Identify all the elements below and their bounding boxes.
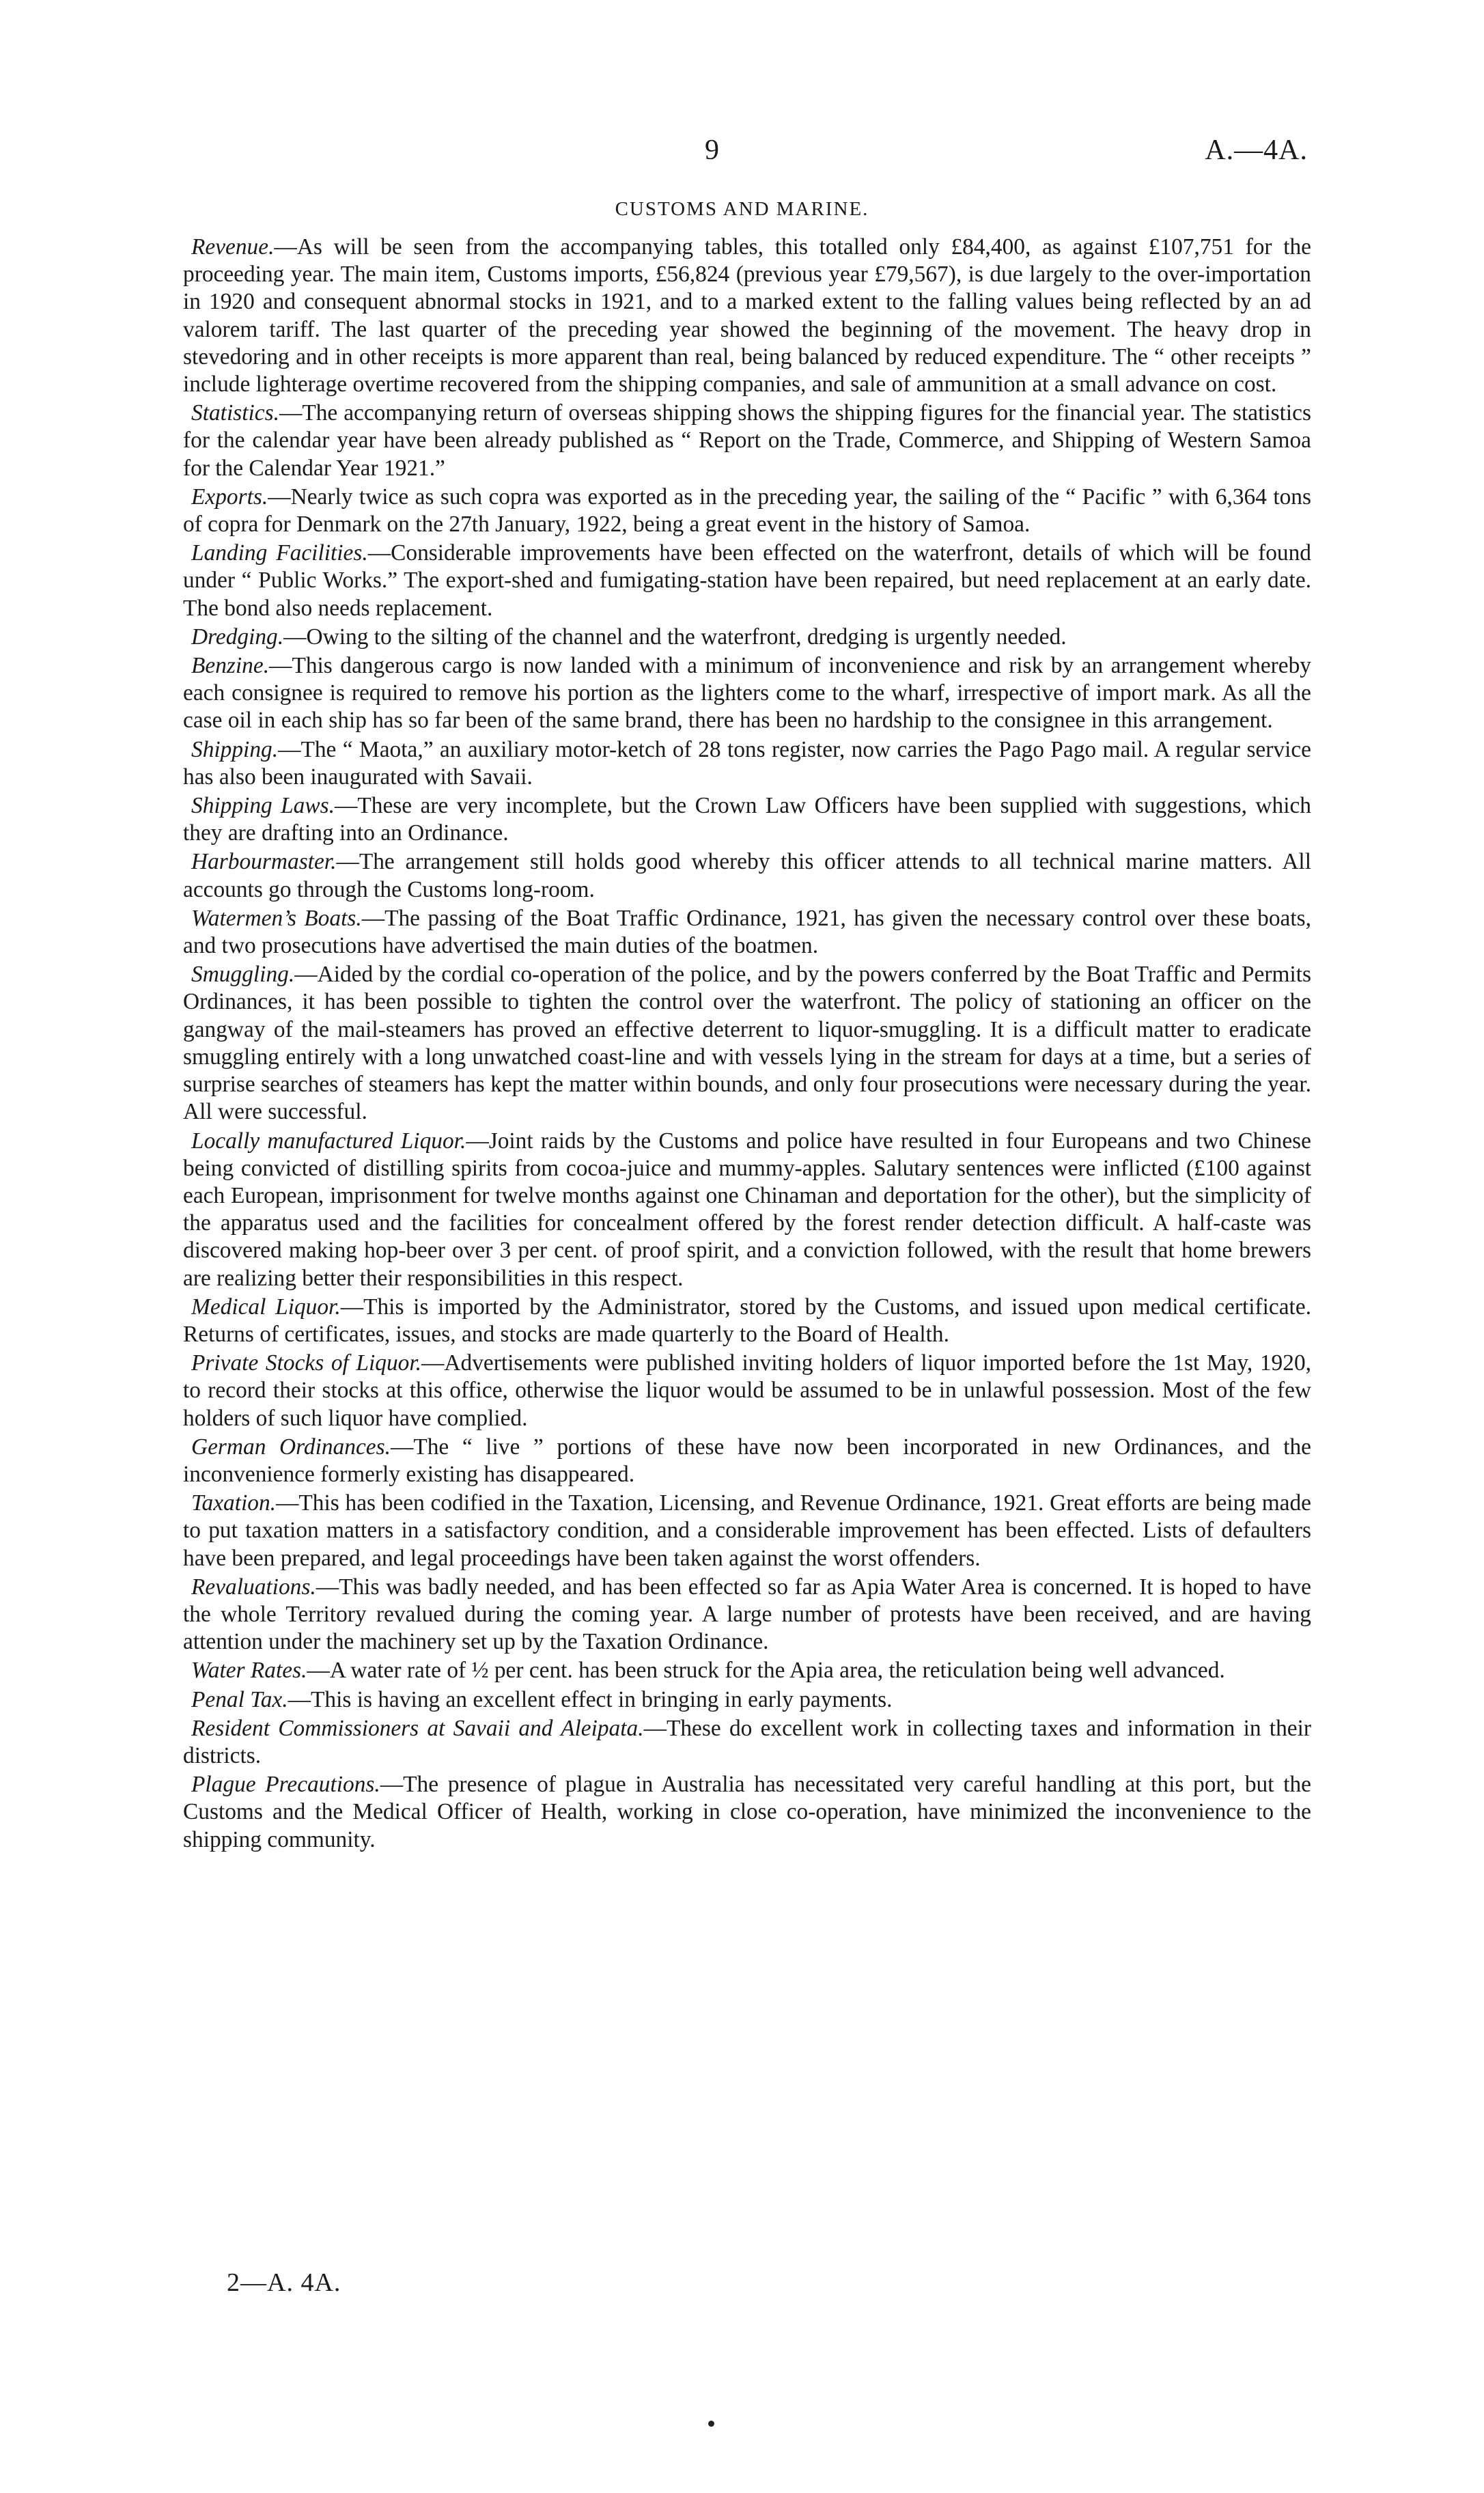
paragraph-dredging: Dredging.—Owing to the silting of the channel and the waterfront, dredging is urgently needed. bbox=[191, 624, 1067, 650]
paragraph-text: Aided by the cordial co-operation of the police, and by the powers conferred by the Boat Traffic and Permits Ordinances, it has been possible to tighten the control over the waterfront. The policy of stationing an officer on the gangway of the mail-steamers has proved an effective deterrent to liquor-smuggling. It is a difficult matter to eradicate smuggling entirely with a long unwatched coast-line and with vessels lying in the stream for days at a time, but a series of surprise searches of steamers has kept the matter within bounds, and only four prosecutions were necessary during the year. All were successful. bbox=[183, 962, 1311, 1125]
paragraph-text: This dangerous cargo is now landed with a minimum of inconvenience and risk by an arrangement whereby each consignee is required to remove his portion as the lighters come to the wharf, irrespective of import mark. As all the case oil in each ship has so far been of the same brand, there has been no hardship to the consignee in this arrangement. bbox=[183, 653, 1311, 734]
paragraph-benzine: Benzine.—This dangerous cargo is now landed with a minimum of inconvenience and risk by an arrangement whereby each consignee is required to remove his portion as the lighters come to the wharf, irrespective of import mark. As all the case oil in each ship has so far been of the same brand, there has been no hardship to the consignee in this arrangement. bbox=[183, 653, 1311, 734]
paragraph-heading: Smuggling. bbox=[191, 962, 295, 988]
page-number: 9 bbox=[705, 135, 719, 166]
paragraph-text: Considerable improvements have been effected on the waterfront, details of which will be found under “ Public Works.” The export-shed and fumigating-station have been repaired, but need replacement at an early date. The bond also needs replacement. bbox=[183, 540, 1311, 621]
paragraph-text: Joint raids by the Customs and police have resulted in four Europeans and two Chinese being convicted of distilling spirits from cocoa-juice and mummy-apples. Salutary sentences were inflicted (£100 against each European, imprisonment for twelve months against one Chinaman and deportation for the other), but the simplicity of the apparatus used and the facilities for concealment offered by the forest render detection difficult. A half-caste was discovered making hop-beer over 3 per cent. of proof spirit, and a conviction followed, with the result that home brewers are realizing better their responsibilities in this respect. bbox=[183, 1128, 1311, 1291]
paragraph-locally-manufactured-liquor: Locally manufactured Liquor.—Joint raids by the Customs and police have resulted in four Europeans and two Chinese being convicted of distilling spirits from cocoa-juice and mummy-apples. Salutary sentences were inflicted (£100 against each European, imprisonment for twelve months against one Chinaman and deportation for the other), but the simplicity of the apparatus used and the facilities for concealment offered by the forest render detection difficult. A half-caste was discovered making hop-beer over 3 per cent. of proof spirit, and a conviction followed, with the result that home brewers are realizing better their responsibilities in this respect. bbox=[183, 1128, 1311, 1291]
paragraph-text: This is having an excellent effect in bringing in early payments. bbox=[311, 1686, 893, 1712]
paragraph-resident-commissioners: Resident Commissioners at Savaii and Aleipata.—These do excellent work in collecting taxes and information in their districts. bbox=[183, 1715, 1311, 1768]
paragraph-text: A water rate of ½ per cent. has been struck for the Apia area, the reticulation being well advanced. bbox=[329, 1658, 1225, 1684]
paragraph-german-ordinances: German Ordinances.—The “ live ” portions of these have now been incorporated in new Ordinances, and the inconvenience formerly existing has disappeared. bbox=[183, 1434, 1311, 1487]
paragraph-text: This has been codified in the Taxation, Licensing, and Revenue Ordinance, 1921. Great efforts are being made to put taxation matters in a satisfactory condition, and a considerable improvement has been effected. Lists of defaulters have been prepared, and legal proceedings have been taken against the worst offenders. bbox=[183, 1490, 1311, 1571]
signature-reference: 2—A. 4A. bbox=[227, 2268, 341, 2297]
paragraph-text: Owing to the silting of the channel and the waterfront, dredging is urgently needed. bbox=[306, 624, 1067, 650]
paragraph-heading: Exports. bbox=[191, 484, 268, 510]
paragraph-private-stocks: Private Stocks of Liquor.—Advertisements were published inviting holders of liquor imported before the 1st May, 1920, to record their stocks at this office, otherwise the liquor would be assumed to be in unlawful possession. Most of the few holders of such liquor have complied. bbox=[183, 1350, 1311, 1431]
paragraph-heading: Revenue. bbox=[191, 234, 275, 260]
paragraph-penal-tax: Penal Tax.—This is having an excellent effect in bringing in early payments. bbox=[191, 1686, 893, 1712]
paragraph-heading: Landing Facilities. bbox=[191, 540, 368, 566]
paragraph-heading: Harbourmaster. bbox=[191, 849, 337, 875]
paragraph-heading: German Ordinances. bbox=[191, 1434, 391, 1460]
paragraph-heading: Revaluations. bbox=[191, 1574, 316, 1600]
paragraph-revenue: Revenue.—As will be seen from the accompanying tables, this totalled only £84,400, as against £107,751 for the proceeding year. The main item, Customs imports, £56,824 (previous year £79,567), is due largely to the over-importation in 1920 and consequent abnormal stocks in 1921, and to a marked extent to the falling values being reflected by an ad valorem tariff. The last quarter of the preceding year showed the beginning of the movement. The heavy drop in stevedoring and in other receipts is more apparent than real, being balanced by reduced expenditure. The “ other receipts ” include lighterage overtime recovered from the shipping companies, and sale of ammunition at a small advance on cost. bbox=[183, 234, 1311, 398]
paragraph-smuggling: Smuggling.—Aided by the cordial co-operation of the police, and by the powers conferred by the Boat Traffic and Permits Ordinances, it has been possible to tighten the control over the waterfront. The policy of stationing an officer on the gangway of the mail-steamers has proved an effective deterrent to liquor-smuggling. It is a difficult matter to eradicate smuggling entirely with a long unwatched coast-line and with vessels lying in the stream for days at a time, but a series of surprise searches of steamers has kept the matter within bounds, and only four prosecutions were necessary during the year. All were successful. bbox=[183, 962, 1311, 1125]
body-text bbox=[183, 234, 1311, 1855]
paragraph-heading: Benzine. bbox=[191, 653, 270, 679]
paragraph-heading: Statistics. bbox=[191, 400, 279, 426]
paragraph-heading: Watermen’s Boats. bbox=[191, 905, 362, 931]
printer-dot-mark bbox=[708, 2421, 714, 2427]
paragraph-text: This is imported by the Administrator, stored by the Customs, and issued upon medical certificate. Returns of certificates, issues, and stocks are made quarterly to the Board of Health. bbox=[183, 1294, 1312, 1347]
page-header bbox=[0, 134, 1484, 175]
paragraph-landing-facilities: Landing Facilities.—Considerable improvements have been effected on the waterfront, details of which will be found under “ Public Works.” The export-shed and fumigating-station have been repaired, but need replacement at an early date. The bond also needs replacement. bbox=[183, 540, 1311, 621]
section-title: CUSTOMS AND MARINE. bbox=[615, 198, 869, 220]
paragraph-text: Nearly twice as such copra was exported as in the preceding year, the sailing of the “ Pacific ” with 6,364 tons of copra for Denmark on the 27th January, 1922, being a great event in the history of Samoa. bbox=[183, 484, 1311, 538]
paragraph-exports: Exports.—Nearly twice as such copra was exported as in the preceding year, the sailing of the “ Pacific ” with 6,364 tons of copra for Denmark on the 27th January, 1922, being a great event in the history of Samoa. bbox=[183, 484, 1311, 538]
paragraph-heading: Dredging. bbox=[191, 624, 284, 650]
paragraph-text: The “ Maota,” an auxiliary motor-ketch of 28 tons register, now carries the Pago Pago mail. A regular service has also been inaugurated with Savaii. bbox=[183, 736, 1311, 790]
paragraph-harbourmaster: Harbourmaster.—The arrangement still holds good whereby this officer attends to all technical marine matters. All accounts go through the Customs long-room. bbox=[183, 849, 1311, 902]
paragraph-statistics: Statistics.—The accompanying return of overseas shipping shows the shipping figures for the financial year. The statistics for the calendar year have been already published as “ Report on the Trade, Commerce, and Shipping of Western Samoa for the Calendar Year 1921.” bbox=[183, 400, 1311, 481]
paragraph-water-rates: Water Rates.—A water rate of ½ per cent. has been struck for the Apia area, the reticulation being well advanced. bbox=[191, 1658, 1225, 1684]
paragraph-heading: Penal Tax. bbox=[191, 1686, 288, 1712]
paragraph-heading: Resident Commissioners at Savaii and Aleipata. bbox=[191, 1715, 644, 1741]
paragraph-text: The accompanying return of overseas shipping shows the shipping figures for the financial year. The statistics for the calendar year have been already published as “ Report on the Trade, Commerce, and Shipping of Western Samoa for the Calendar Year 1921.” bbox=[183, 400, 1311, 481]
paragraph-plague-precautions: Plague Precautions.—The presence of plague in Australia has necessitated very careful handling at this port, but the Customs and the Medical Officer of Health, working in close co-operation, have minimized the inconvenience to the shipping community. bbox=[183, 1772, 1311, 1852]
paragraph-heading: Shipping Laws. bbox=[191, 793, 335, 819]
paragraph-text: As will be seen from the accompanying tables, this totalled only £84,400, as against £107,751 for the proceeding year. The main item, Customs imports, £56,824 (previous year £79,567), is due largely to the over-importation in 1920 and consequent abnormal stocks in 1921, and to a marked extent to the falling values being reflected by an ad valorem tariff. The last quarter of the preceding year showed the beginning of the movement. The heavy drop in stevedoring and in other receipts is more apparent than real, being balanced by reduced expenditure. The “ other receipts ” include lighterage overtime recovered from the shipping companies, and sale of ammunition at a small advance on cost. bbox=[183, 234, 1311, 398]
paragraph-heading: Plague Precautions. bbox=[191, 1772, 380, 1798]
paragraph-text: Advertisements were published inviting holders of liquor imported before the 1st May, 1920, to record their stocks at this office, otherwise the liquor would be assumed to be in unlawful possession. Most of the few holders of such liquor have complied. bbox=[183, 1350, 1311, 1431]
paragraph-text: These do excellent work in collecting taxes and information in their districts. bbox=[183, 1715, 1311, 1768]
paragraph-text: The presence of plague in Australia has necessitated very careful handling at this port, but the Customs and the Medical Officer of Health, working in close co-operation, have minimized the inconvenience to the shipping community. bbox=[183, 1772, 1311, 1852]
paragraph-heading: Medical Liquor. bbox=[191, 1294, 341, 1320]
paragraph-revaluations: Revaluations.—This was badly needed, and has been effected so far as Apia Water Area is concerned. It is hoped to have the whole Territory revalued during the coming year. A large number of protests have been received, and are having attention under the machinery set up by the Taxation Ordinance. bbox=[183, 1574, 1311, 1655]
document-reference: A.—4A. bbox=[1205, 135, 1308, 166]
paragraph-heading: Shipping. bbox=[191, 736, 279, 762]
paragraph-text: This was badly needed, and has been effected so far as Apia Water Area is concerned. It is hoped to have the whole Territory revalued during the coming year. A large number of protests have been received, and are having attention under the machinery set up by the Taxation Ordinance. bbox=[183, 1574, 1311, 1655]
paragraph-heading: Taxation. bbox=[191, 1490, 277, 1516]
paragraph-text: These are very incomplete, but the Crown Law Officers have been supplied with suggestions, which they are drafting into an Ordinance. bbox=[183, 793, 1311, 846]
paragraph-shipping-laws: Shipping Laws.—These are very incomplete, but the Crown Law Officers have been supplied with suggestions, which they are drafting into an Ordinance. bbox=[183, 793, 1311, 846]
paragraph-text: The passing of the Boat Traffic Ordinance, 1921, has given the necessary control over these boats, and two prosecutions have advertised the main duties of the boatmen. bbox=[183, 905, 1311, 959]
paragraph-watermens-boats: Watermen’s Boats.—The passing of the Boat Traffic Ordinance, 1921, has given the necessary control over these boats, and two prosecutions have advertised the main duties of the boatmen. bbox=[183, 905, 1311, 959]
paragraph-heading: Locally manufactured Liquor. bbox=[191, 1128, 466, 1154]
paragraph-shipping: Shipping.—The “ Maota,” an auxiliary motor-ketch of 28 tons register, now carries the Pago Pago mail. A regular service has also been inaugurated with Savaii. bbox=[183, 736, 1311, 790]
paragraph-text: The arrangement still holds good whereby this officer attends to all technical marine matters. All accounts go through the Customs long-room. bbox=[183, 849, 1311, 902]
paragraph-taxation: Taxation.—This has been codified in the Taxation, Licensing, and Revenue Ordinance, 1921. Great efforts are being made to put taxation matters in a satisfactory condition, and a considerable improvement has been effected. Lists of defaulters have been prepared, and legal proceedings have been taken against the worst offenders. bbox=[183, 1490, 1311, 1571]
paragraph-heading: Water Rates. bbox=[191, 1658, 307, 1684]
paragraph-heading: Private Stocks of Liquor. bbox=[191, 1350, 421, 1376]
paragraph-text: The “ live ” portions of these have now been incorporated in new Ordinances, and the inconvenience formerly existing has disappeared. bbox=[183, 1434, 1311, 1487]
paragraph-medical-liquor: Medical Liquor.—This is imported by the Administrator, stored by the Customs, and issued upon medical certificate. Returns of certificates, issues, and stocks are made quarterly to the Board of Health. bbox=[183, 1294, 1312, 1347]
